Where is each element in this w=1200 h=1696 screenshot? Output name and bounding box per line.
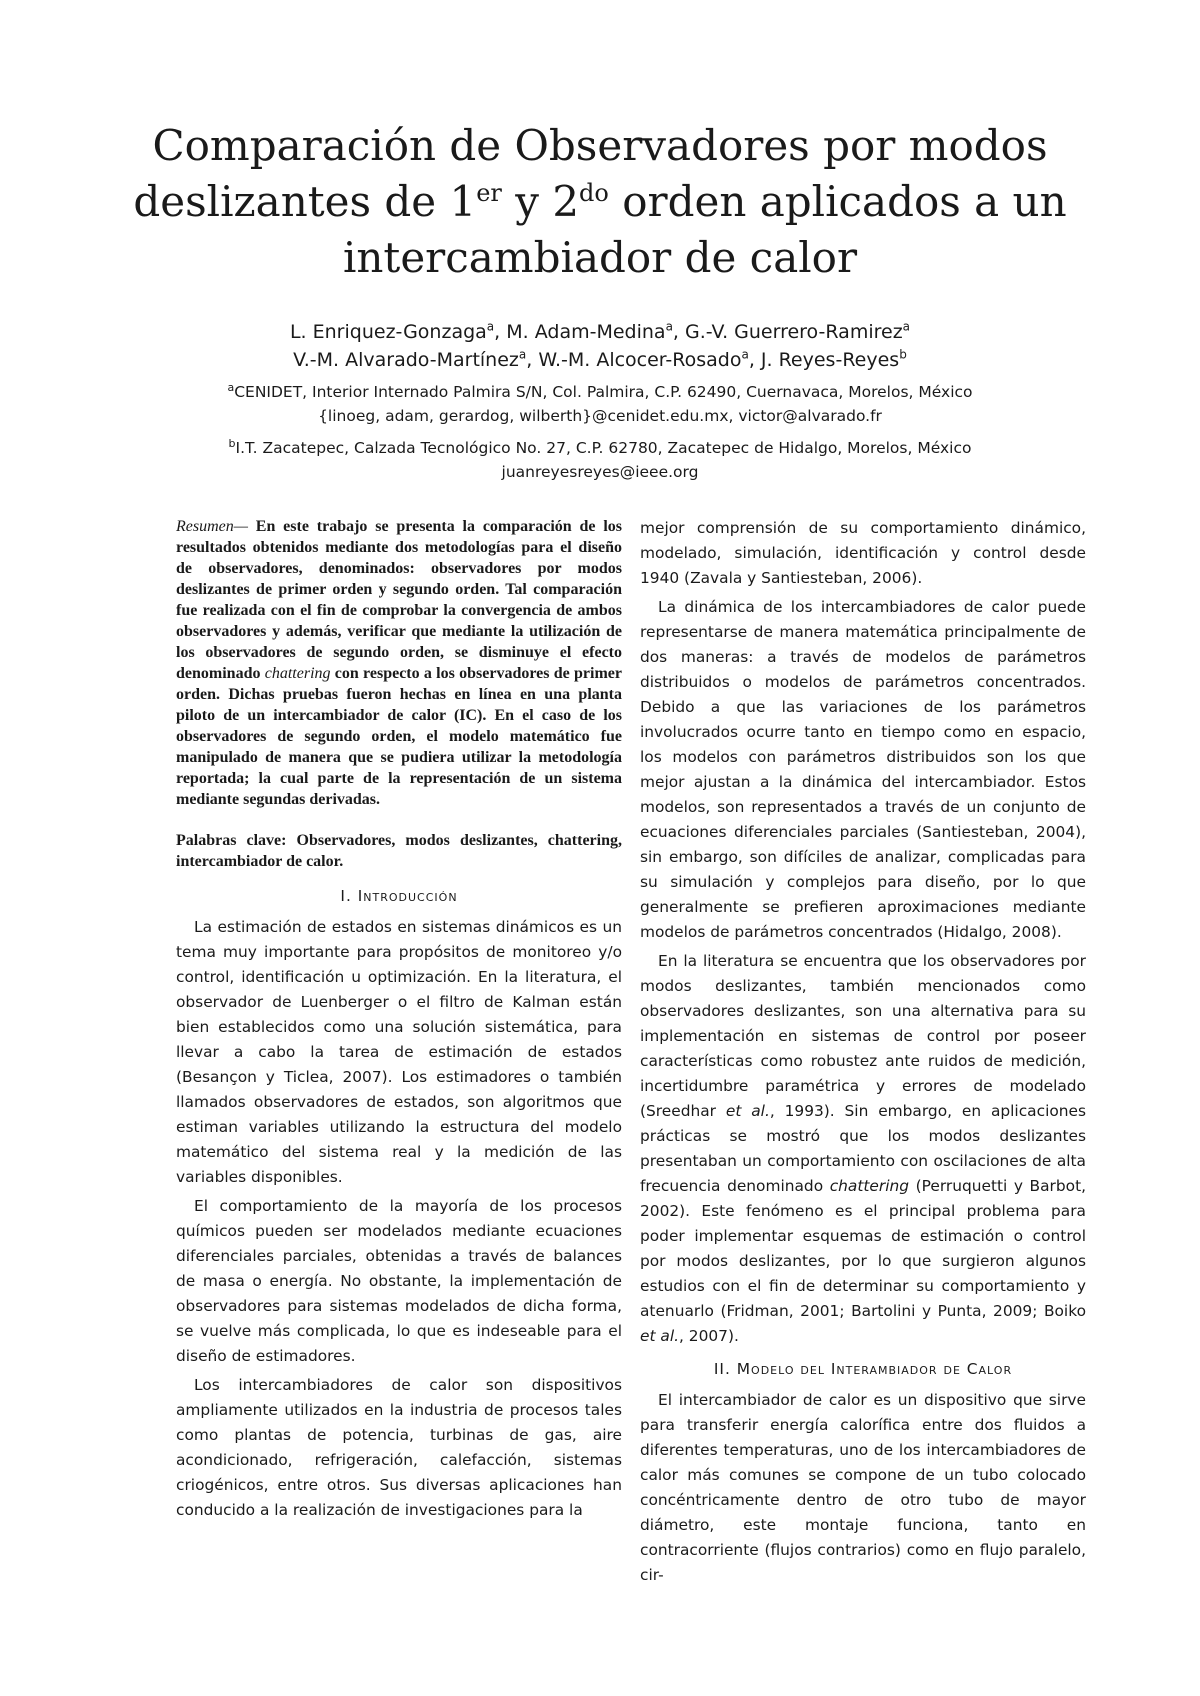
abstract [176, 516, 622, 810]
author-separator: , [672, 321, 686, 343]
author-separator: , [494, 321, 507, 343]
author-name: L. Enriquez-Gonzaga [289, 321, 487, 343]
title-line-1: Comparación de Observadores por modos [152, 121, 1048, 170]
author-affiliation-mark: a [518, 347, 527, 362]
abstract-lead: Resumen— [176, 518, 248, 535]
section-1-paragraph-3: Los intercambiadores de calor son dispositivos ampliamente utilizados en la industria de procesos tales como plantas de potencia, turbinas de gas, aire acondicionado, refrigeración, calefacción, sistemas criogénicos, entre otros. Sus diversas aplicaciones han conducido a la realización de investigaciones para la [176, 1376, 622, 1519]
affiliation-a-emails: {linoeg, adam, gerardog, wilberth}@cenidet.edu.mx, victor@alvarado.fr [318, 407, 882, 425]
section-1-paragraph-5 [640, 949, 1086, 1349]
right-column [640, 516, 1086, 1592]
author-list [100, 318, 1100, 374]
title-line-2-part-2: y 2 [501, 177, 580, 226]
affiliation-a-mark: a [227, 380, 235, 394]
author-name: G.-V. Guerrero-Ramirez [685, 321, 903, 343]
section-2-heading: II. Modelo del Interambiador de Calor [713, 1360, 1013, 1378]
left-column [176, 516, 622, 1527]
affiliation-b-line-1: I.T. Zacatepec, Calzada Tecnológico No. 27, C.P. 62780, Zacatepec de Hidalgo, Morelos, México [235, 439, 972, 457]
author-name: W.-M. Alcocer-Rosado [538, 349, 742, 371]
title-line-2-part-1: deslizantes de 1 [133, 177, 477, 226]
author-affiliation-mark: a [665, 319, 673, 334]
affiliation-b-mark: b [228, 436, 236, 450]
abstract-term: chattering [264, 665, 331, 682]
author-line-1 [100, 318, 1100, 346]
affiliation-b-email: juanreyesreyes@ieee.org [501, 463, 699, 481]
paragraph-5-et-al-1: et al. [725, 1102, 770, 1120]
author-affiliation-mark: a [486, 319, 495, 334]
title-sup-er: er [476, 179, 502, 207]
author-affiliation-mark: a [741, 347, 749, 362]
author-name: J. Reyes-Reyes [760, 349, 900, 371]
paragraph-5-term: chattering [829, 1177, 910, 1195]
paragraph-5-part-c: (Perruquetti y Barbot, 2002). Este fenómeno es el principal problema para poder implementar esquemas de estimación o control por modos deslizantes, por lo que surgieron algunos estudios con el fin de determinar su comportamiento y atenuarlo (Fridman, 2001; Bartolini y Punta, 2009; Boiko [640, 1177, 1086, 1320]
keywords: Palabras clave: Observadores, modos deslizantes, chattering, intercambiador de calor. [176, 832, 622, 870]
author-affiliation-mark: a [902, 319, 911, 334]
author-name: V.-M. Alvarado-Martínez [293, 349, 519, 371]
author-name: M. Adam-Medina [506, 321, 666, 343]
title-sup-do: do [579, 179, 609, 207]
author-affiliation-mark: b [899, 347, 907, 362]
paragraph-5-et-al-2: et al. [640, 1327, 679, 1345]
affiliation-a-line-1: CENIDET, Interior Internado Palmira S/N, Col. Palmira, C.P. 62490, Cuernavaca, Morelos, México [234, 383, 973, 401]
section-1-heading: I. Introducción [340, 887, 458, 905]
paragraph-5-part-a: En la literatura se encuentra que los observadores por modos deslizantes, también mencionados como observadores deslizantes, son una alternativa para su implementación en sistemas de control por poseer características como robustez ante ruidos de medición, incertidumbre paramétrica y errores de modelado (Sreedhar [640, 952, 1086, 1120]
title-line-3: intercambiador de calor [342, 233, 858, 282]
section-2-paragraph-1: El intercambiador de calor es un dispositivo que sirve para transferir energía calorífica entre dos fluidos a diferentes temperaturas, uno de los intercambiadores de calor más comunes se compone de un tubo colocado concéntricamente dentro de otro tubo de mayor diámetro, este montaje funciona, tanto en contracorriente (flujos contrarios) como en flujo paralelo, cir- [640, 1391, 1086, 1584]
affiliation-a [100, 380, 1100, 428]
paragraph-5-part-b: , 1993). Sin embargo, en aplicaciones prácticas se mostró que los modos deslizantes presentaban un comportamiento con oscilaciones de alta frecuencia denominado [640, 1102, 1087, 1195]
section-1-paragraph-3-continued: mejor comprensión de su comportamiento dinámico, modelado, simulación, identificación y control desde 1940 (Zavala y Santiesteban, 2006). [640, 519, 1086, 587]
title-line-2 [100, 174, 1100, 230]
abstract-text-1: En este trabajo se presenta la comparación de los resultados obtenidos mediante dos metodologías para el diseño de observadores, denominados: observadores por modos deslizantes de primer orden y segundo orden. Tal comparación fue realizada con el fin de comprobar la convergencia de ambos observadores y además, verificar que mediante la utilización de los observadores de segundo orden, se disminuye el efecto denominado [176, 518, 622, 682]
paragraph-5-part-d: , 2007). [679, 1327, 739, 1345]
affiliation-b [100, 436, 1100, 484]
paper-title [100, 118, 1100, 286]
title-line-2-part-3: orden aplicados a un [608, 177, 1067, 226]
affiliation-b-address [100, 436, 1100, 460]
affiliation-a-address [100, 380, 1100, 404]
section-1-paragraph-1: La estimación de estados en sistemas dinámicos es un tema muy importante para propósitos de monitoreo y/o control, identificación u optimización. En la literatura, el observador de Luenberger o el filtro de Kalman están bien establecidos como una solución sistemática, para llevar a cabo la tarea de estimación de estados (Besançon y Ticlea, 2007). Los estimadores o también llamados observadores de estados, son algoritmos que estiman variables utilizando la estructura del modelo matemático del sistema real y la medición de las variables disponibles. [176, 918, 622, 1186]
abstract-text-2: con respecto a los observadores de primer orden. Dichas pruebas fueron hechas en línea en una planta piloto de un intercambiador de calor (IC). En el caso de los observadores de segundo orden, el modelo matemático fue manipulado de manera que se pudiera utilizar la metodología reportada; la cual parte de la representación de un sistema mediante segundas derivadas. [176, 665, 623, 808]
author-line-2 [100, 346, 1100, 374]
section-1-paragraph-2: El comportamiento de la mayoría de los procesos químicos pueden ser modelados mediante ecuaciones diferenciales parciales, obtenidas a través de balances de masa o energía. No obstante, la implementación de observadores para sistemas modelados de dicha forma, se vuelve más complicada, lo que es indeseable para el diseño de estimadores. [176, 1197, 622, 1365]
section-1-paragraph-4: La dinámica de los intercambiadores de calor puede representarse de manera matemática principalmente de dos maneras: a través de modelos de parámetros distribuidos o modelos de parámetros concentrados. Debido a que las variaciones de los parámetros involucrados ocurre tanto en tiempo como en espacio, los modelos con parámetros distribuidos son los que mejor ajustan a la dinámica del intercambiador. Estos modelos, son representados a través de un conjunto de ecuaciones diferenciales parciales (Santiesteban, 2004), sin embargo, son difíciles de analizar, complicadas para su simulación y complejos para diseño, por lo que generalmente se prefieren aproximaciones mediante modelos de parámetros concentrados (Hidalgo, 2008). [640, 598, 1086, 941]
author-separator: , [526, 349, 539, 371]
author-separator: , [748, 349, 761, 371]
